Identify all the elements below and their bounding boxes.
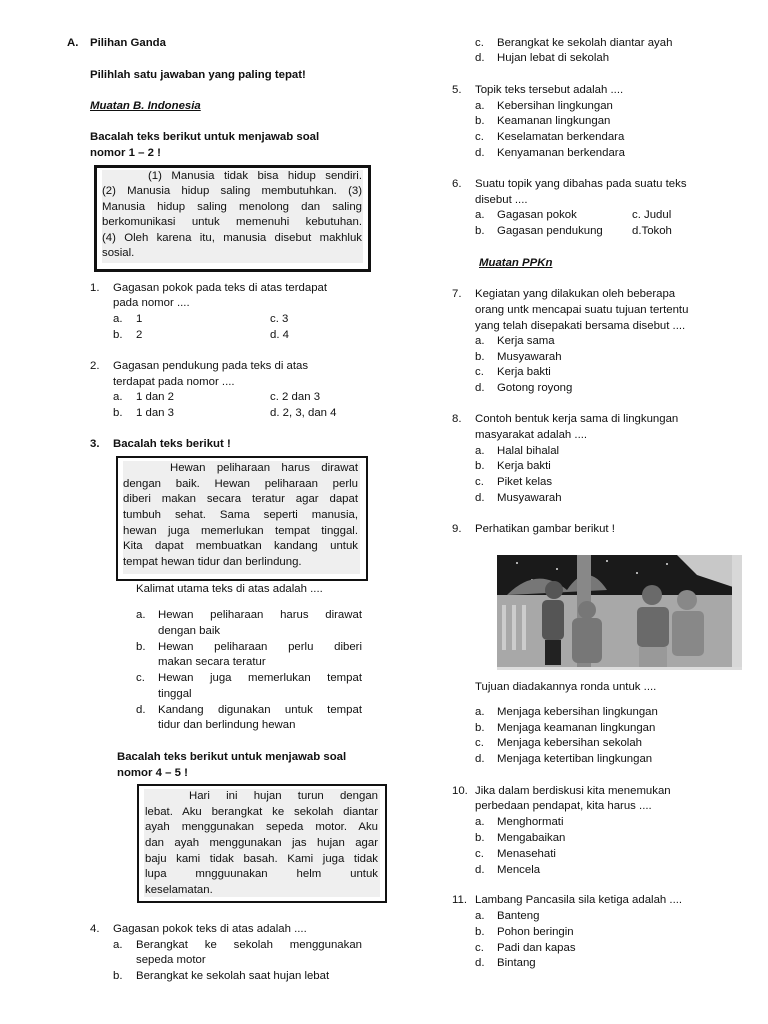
question-text: Topik teks tersebut adalah .... bbox=[475, 84, 624, 96]
question-number: 10. bbox=[452, 785, 468, 797]
passage-line: (2) Manusia hidup saling membutuhkan. (3) bbox=[102, 185, 362, 197]
option-text: Kerja bakti bbox=[497, 366, 551, 378]
option-letter: c. bbox=[475, 366, 484, 378]
option-letter: b. bbox=[475, 115, 485, 127]
question-number: 8. bbox=[452, 413, 462, 425]
question-number: 5. bbox=[452, 84, 462, 96]
option-letter: a. bbox=[475, 706, 485, 718]
option-text: sepeda motor bbox=[136, 954, 206, 966]
option-letter: a. bbox=[475, 445, 485, 457]
passage-line: dengan baik. Hewan peliharaan perlu bbox=[123, 478, 358, 490]
option-text: tinggal bbox=[158, 688, 192, 700]
option-text: Menjaga ketertiban lingkungan bbox=[497, 753, 653, 765]
passage-line: (4) Oleh karena itu, manusia disebut makhluk bbox=[102, 232, 362, 244]
option-letter: d. bbox=[475, 753, 485, 765]
option-letter: c. bbox=[475, 942, 484, 954]
option-text: Hewan peliharaan harus dirawat bbox=[158, 609, 362, 621]
option-text: 1 bbox=[136, 313, 143, 325]
question-text: Gagasan pendukung pada teks di atas bbox=[113, 360, 309, 372]
question-text: Kalimat utama teks di atas adalah .... bbox=[136, 583, 323, 595]
option-text: Mengabaikan bbox=[497, 832, 566, 844]
option-text: Mencela bbox=[497, 864, 541, 876]
question-text: Perhatikan gambar berikut ! bbox=[475, 523, 615, 535]
question-text: Suatu topik yang dibahas pada suatu teks bbox=[475, 178, 687, 190]
option-letter: c. bbox=[475, 37, 484, 49]
passage-line: Kita dapat membuatkan kandang untuk bbox=[123, 540, 358, 552]
question-text: Gagasan pokok pada teks di atas terdapat bbox=[113, 282, 328, 294]
option-text: Hujan lebat di sekolah bbox=[497, 52, 610, 64]
option-text: Gagasan pokok bbox=[497, 209, 577, 221]
option-text: Banteng bbox=[497, 910, 540, 922]
option-letter: a. bbox=[113, 939, 123, 951]
option-text: Menjaga kebersihan lingkungan bbox=[497, 706, 658, 718]
option-letter: d. bbox=[475, 147, 485, 159]
passage-line: ayah menggunakan sepeda motor. Aku bbox=[145, 821, 378, 833]
option-letter: a. bbox=[475, 335, 485, 347]
option-text: Gotong royong bbox=[497, 382, 573, 394]
option-text: Hewan juga memerlukan tempat bbox=[158, 672, 362, 684]
option-letter: b. bbox=[475, 926, 485, 938]
section-title: Pilihan Ganda bbox=[90, 37, 166, 49]
question-text: yang telah disepakati bersama disebut .... bbox=[475, 320, 686, 332]
option-text: d.Tokoh bbox=[632, 225, 672, 237]
option-text: Berangkat ke sekolah diantar ayah bbox=[497, 37, 673, 49]
passage-line: berkomunikasi untuk memenuhi kebutuhan. bbox=[102, 216, 362, 228]
option-text: tidur dan berlindung hewan bbox=[158, 719, 296, 731]
option-text: Berangkat ke sekolah menggunakan bbox=[136, 939, 362, 951]
option-text: 1 dan 2 bbox=[136, 391, 175, 403]
option-letter: c. bbox=[475, 848, 484, 860]
question-text: orang untk mencapai suatu tujuan tertentu bbox=[475, 304, 689, 316]
option-text: Kerja sama bbox=[497, 335, 555, 347]
reading-instruction: nomor 1 – 2 ! bbox=[90, 147, 161, 159]
question-number: 1. bbox=[90, 282, 100, 294]
option-text: Menjaga kebersihan sekolah bbox=[497, 737, 643, 749]
question-number: 3. bbox=[90, 438, 100, 450]
question-number: 6. bbox=[452, 178, 462, 190]
option-text: dengan baik bbox=[158, 625, 221, 637]
passage-line: tempat hewan tidur dan berlindung. bbox=[123, 556, 302, 568]
passage-line: lupa mngguunakan helm untuk bbox=[145, 868, 378, 880]
option-text: Padi dan kapas bbox=[497, 942, 576, 954]
option-text: Piket kelas bbox=[497, 476, 553, 488]
question-number: 4. bbox=[90, 923, 100, 935]
option-letter: b. bbox=[475, 722, 485, 734]
question-text: Lambang Pancasila sila ketiga adalah .... bbox=[475, 894, 683, 906]
question-text: terdapat pada nomor .... bbox=[113, 376, 235, 388]
passage-line: Manusia hidup saling menolong dan saling bbox=[102, 201, 362, 213]
passage-line: lebat. Aku berangkat ke sekolah diantar bbox=[145, 806, 378, 818]
passage-line: tumbuh sehat. Sama seperti manusia, bbox=[123, 509, 358, 521]
option-text: 1 dan 3 bbox=[136, 407, 175, 419]
option-letter: c. bbox=[475, 737, 484, 749]
option-letter: a. bbox=[475, 100, 485, 112]
option-letter: d. bbox=[475, 382, 485, 394]
option-letter: c. bbox=[475, 131, 484, 143]
option-text: Keselamatan berkendara bbox=[497, 131, 625, 143]
option-text: Menghormati bbox=[497, 816, 564, 828]
option-text: Menjaga keamanan lingkungan bbox=[497, 722, 656, 734]
question-number: 7. bbox=[452, 288, 462, 300]
option-letter: d. bbox=[475, 52, 485, 64]
option-letter: a. bbox=[475, 209, 485, 221]
option-letter: b. bbox=[475, 832, 485, 844]
question-number: 11. bbox=[452, 894, 467, 906]
option-text: Musyawarah bbox=[497, 492, 562, 504]
option-text: Kerja bakti bbox=[497, 460, 551, 472]
option-text: Menasehati bbox=[497, 848, 556, 860]
option-text: d. 4 bbox=[270, 329, 289, 341]
option-letter: d. bbox=[475, 957, 485, 969]
option-text: makan secara teratur bbox=[158, 656, 266, 668]
option-letter: b. bbox=[475, 460, 485, 472]
option-letter: d. bbox=[475, 492, 485, 504]
option-letter: a. bbox=[475, 816, 485, 828]
option-text: Halal bihalal bbox=[497, 445, 560, 457]
option-text: Hewan peliharaan perlu diberi bbox=[158, 641, 362, 653]
instruction: Pilihlah satu jawaban yang paling tepat! bbox=[90, 69, 306, 81]
option-letter: a. bbox=[475, 910, 485, 922]
question-text: Gagasan pokok teks di atas adalah .... bbox=[113, 923, 307, 935]
reading-instruction: Bacalah teks berikut untuk menjawab soal bbox=[117, 751, 347, 763]
night-patrol-illustration bbox=[497, 555, 742, 670]
subject-heading: Muatan B. Indonesia bbox=[90, 100, 201, 112]
question-text: Jika dalam berdiskusi kita menemukan bbox=[475, 785, 671, 797]
option-text: Keamanan lingkungan bbox=[497, 115, 611, 127]
option-letter: b. bbox=[475, 351, 485, 363]
question-text: masyarakat adalah .... bbox=[475, 429, 588, 441]
question-text: Contoh bentuk kerja sama di lingkungan bbox=[475, 413, 679, 425]
passage-line: dan ayah menggunakan jas hujan agar bbox=[145, 837, 378, 849]
option-letter: a. bbox=[113, 313, 123, 325]
option-text: 2 bbox=[136, 329, 143, 341]
option-letter: c. bbox=[136, 672, 145, 684]
option-text: Gagasan pendukung bbox=[497, 225, 603, 237]
option-text: Pohon beringin bbox=[497, 926, 574, 938]
question-number: 9. bbox=[452, 523, 462, 535]
option-text: c. 2 dan 3 bbox=[270, 391, 321, 403]
option-letter: b. bbox=[475, 225, 485, 237]
passage-line: keselamatan. bbox=[145, 884, 213, 896]
option-letter: b. bbox=[136, 641, 146, 653]
passage-line: (1) Manusia tidak bisa hidup sendiri. bbox=[148, 170, 362, 182]
reading-instruction: nomor 4 – 5 ! bbox=[117, 767, 188, 779]
option-letter: b. bbox=[113, 329, 123, 341]
option-letter: c. bbox=[475, 476, 484, 488]
option-text: Musyawarah bbox=[497, 351, 562, 363]
passage-line: Hari ini hujan turun dengan bbox=[189, 790, 378, 802]
option-text: c. 3 bbox=[270, 313, 289, 325]
option-text: d. 2, 3, dan 4 bbox=[270, 407, 337, 419]
option-text: Kenyamanan berkendara bbox=[497, 147, 625, 159]
option-text: c. Judul bbox=[632, 209, 672, 221]
question-number: 2. bbox=[90, 360, 100, 372]
question-text: Kegiatan yang dilakukan oleh beberapa bbox=[475, 288, 676, 300]
passage-line: Hewan peliharaan harus dirawat bbox=[170, 462, 358, 474]
option-letter: b. bbox=[113, 970, 123, 982]
question-text: perbedaan pendapat, kita harus .... bbox=[475, 800, 652, 812]
option-letter: d. bbox=[136, 704, 146, 716]
question-text: Bacalah teks berikut ! bbox=[113, 438, 231, 450]
reading-instruction: Bacalah teks berikut untuk menjawab soal bbox=[90, 131, 320, 143]
passage-line: sosial. bbox=[102, 247, 135, 259]
passage-line: hewan juga memerlukan tempat tinggal. bbox=[123, 525, 358, 537]
option-letter: a. bbox=[136, 609, 146, 621]
question-text: Tujuan diadakannya ronda untuk .... bbox=[475, 681, 657, 693]
passage-line: diberi makan secara teratur agar dapat bbox=[123, 493, 358, 505]
section-letter: A. bbox=[67, 37, 79, 49]
question-text: pada nomor .... bbox=[113, 297, 190, 309]
option-text: Berangkat ke sekolah saat hujan lebat bbox=[136, 970, 330, 982]
option-text: Kebersihan lingkungan bbox=[497, 100, 613, 112]
passage-line: baju kami tidak basah. Kami juga tidak bbox=[145, 853, 378, 865]
option-letter: b. bbox=[113, 407, 123, 419]
option-letter: a. bbox=[113, 391, 123, 403]
subject-heading: Muatan PPKn bbox=[479, 257, 553, 269]
question-text: disebut .... bbox=[475, 194, 528, 206]
option-letter: d. bbox=[475, 864, 485, 876]
option-text: Bintang bbox=[497, 957, 536, 969]
option-text: Kandang digunakan untuk tempat bbox=[158, 704, 362, 716]
